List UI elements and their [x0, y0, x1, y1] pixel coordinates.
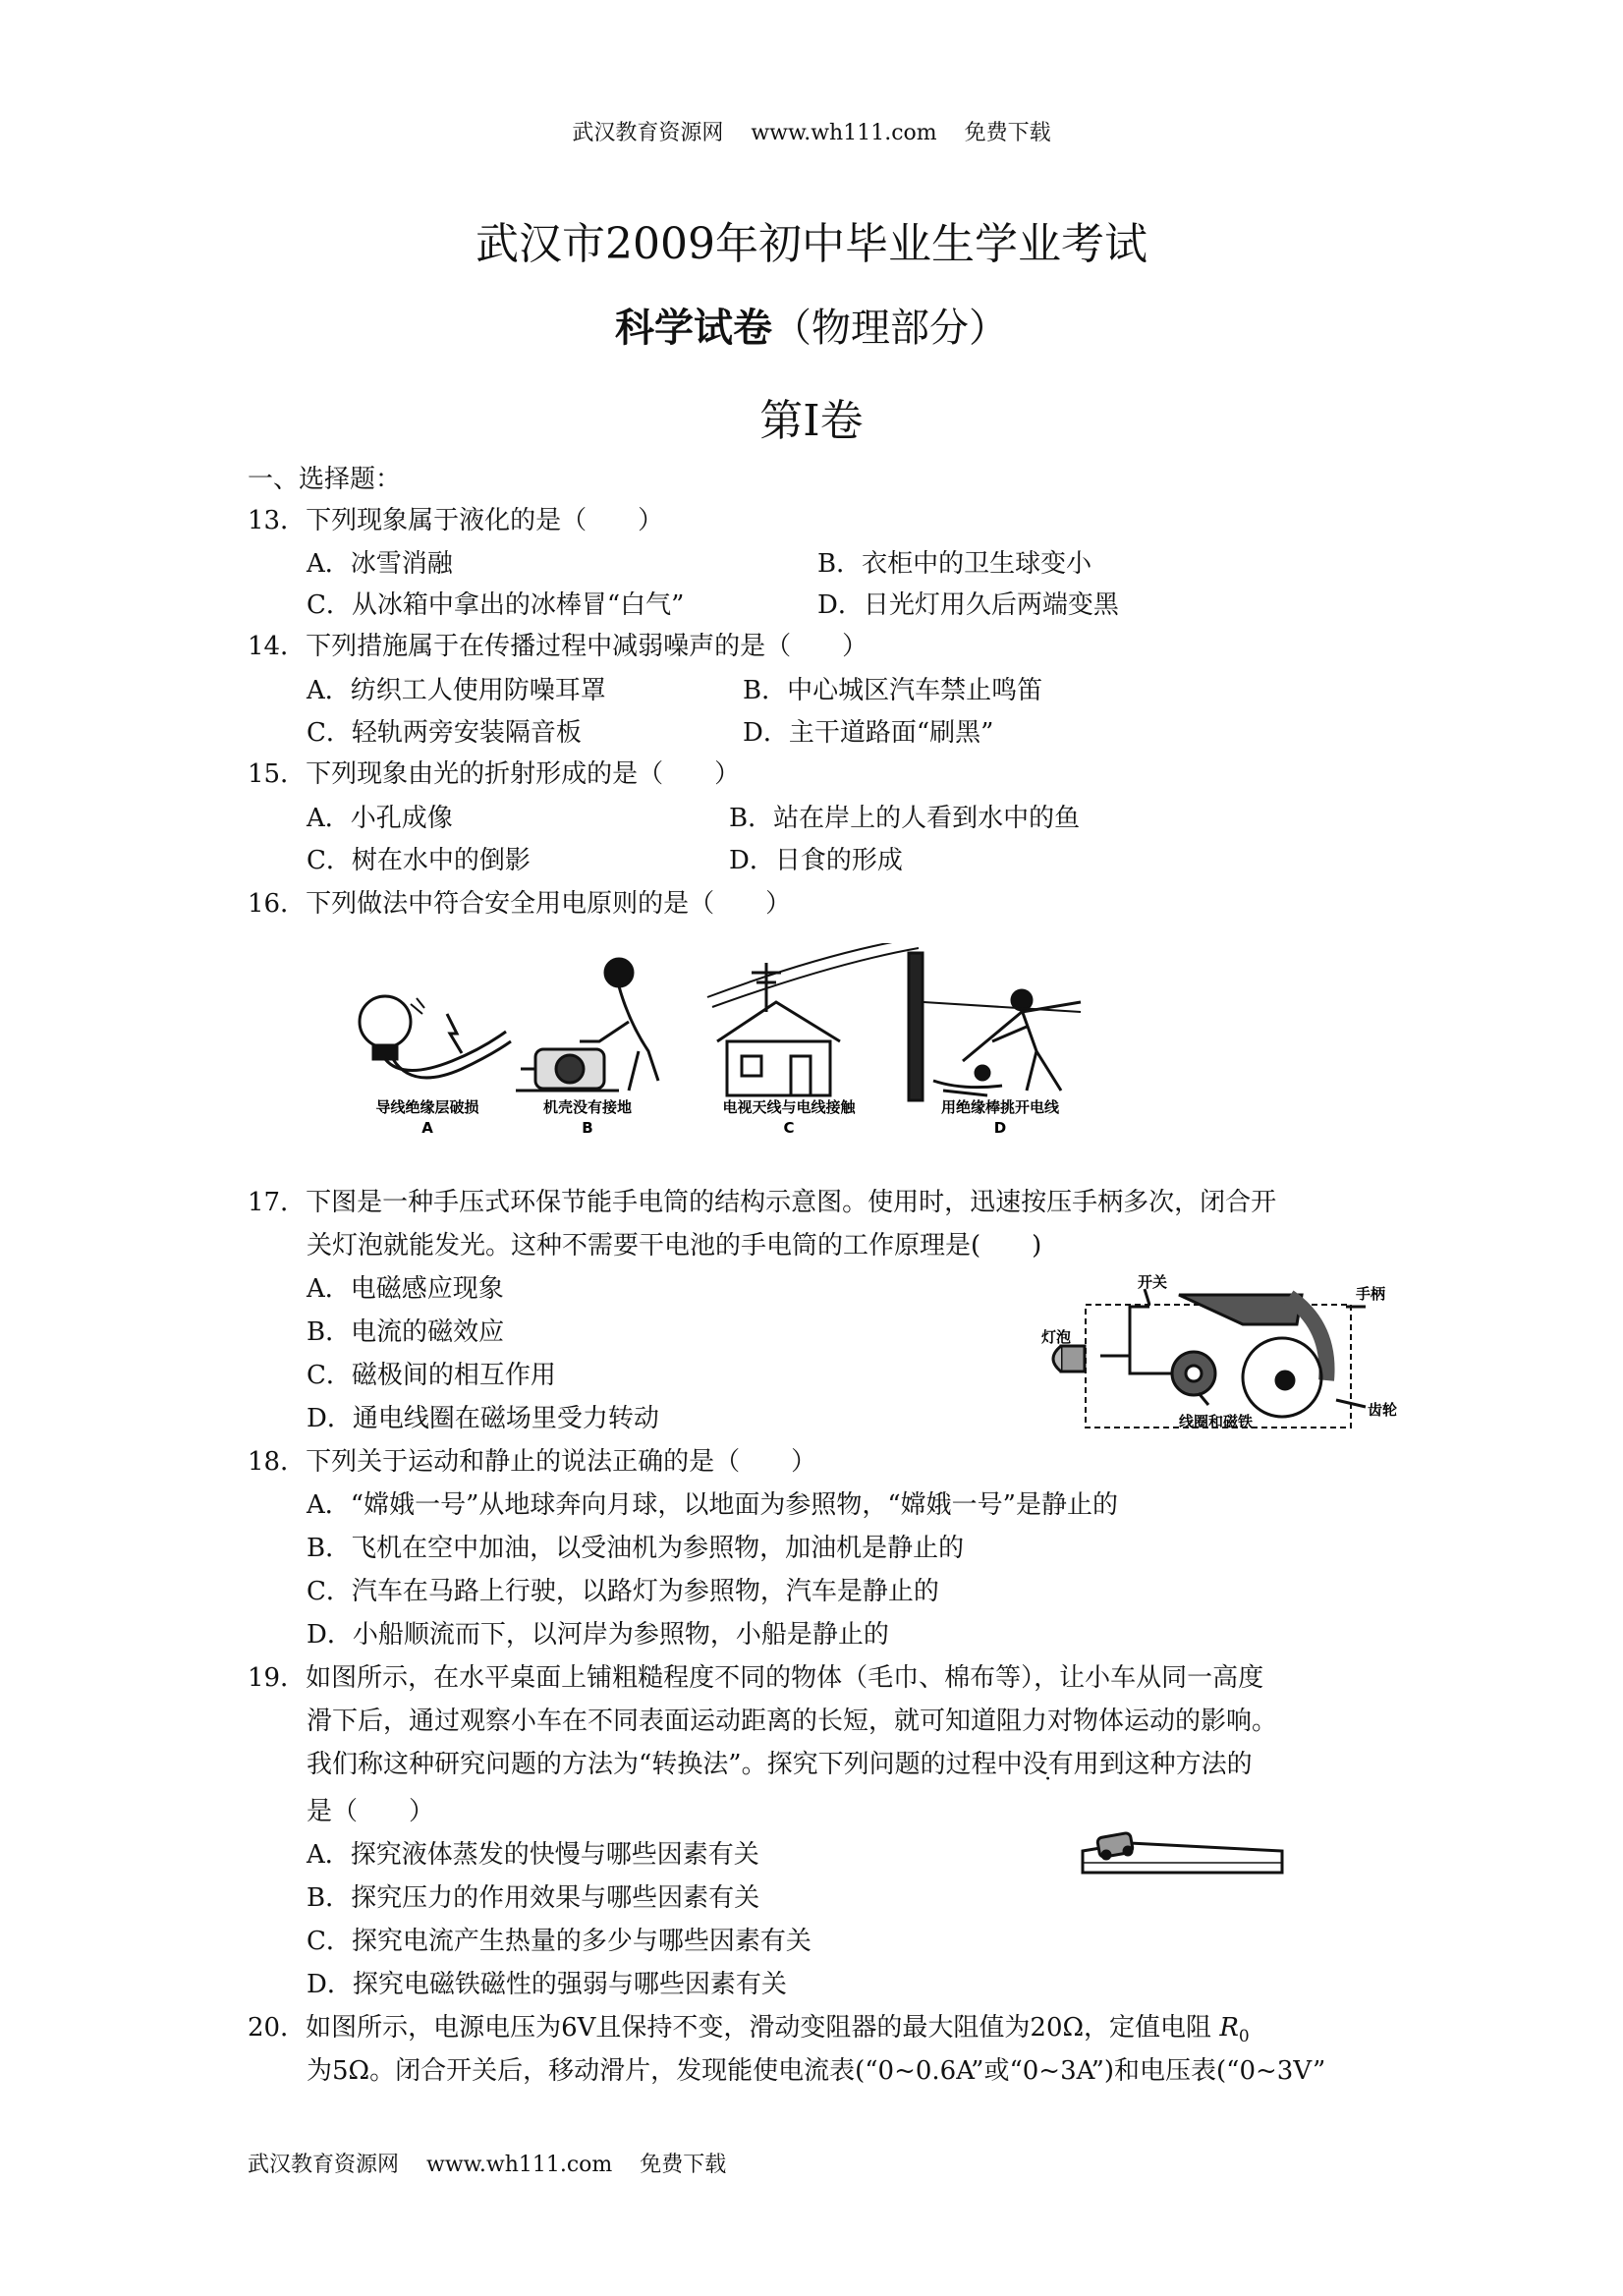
q15-option-d: D．日食的形成: [729, 846, 903, 875]
panel-b-illustration: [516, 959, 658, 1091]
exam-subtitle: [0, 297, 1623, 353]
q19-option-a: A．探究液体蒸发的快慢与哪些因素有关: [307, 1840, 759, 1870]
caption-b: 机壳没有接地: [542, 1098, 633, 1116]
q15-option-a: A．小孔成像: [307, 804, 453, 833]
caption-d: 用绝缘棒挑开电线: [940, 1098, 1060, 1116]
q17-line2: 关灯泡就能发光。这种不需要干电池的手电筒的工作原理是( ): [307, 1231, 1042, 1260]
q17-option-a: A．电磁感应现象: [307, 1274, 504, 1304]
q14-option-b: B．中心城区汽车禁止鸣笛: [743, 676, 1043, 705]
q19-option-c: C．探究电流产生热量的多少与哪些因素有关: [307, 1927, 812, 1956]
q19-line3-post: 用到这种方法的: [1073, 1750, 1253, 1779]
q18-option-a: A．“嫦娥一号”从地球奔向月球，以地面为参照物，“嫦娥一号”是静止的: [307, 1490, 1118, 1520]
q20-line1: [248, 2012, 1250, 2052]
q14-option-d: D．主干道路面“刷黑”: [743, 718, 994, 748]
footer-site: 武汉教育资源网: [248, 2153, 400, 2177]
q15-option-b: B．站在岸上的人看到水中的鱼: [729, 804, 1081, 833]
fig-label-switch: 开关: [1138, 1273, 1168, 1291]
page-header: [0, 116, 1623, 146]
letter-b: B: [582, 1119, 593, 1137]
q15-stem: 15．下列现象由光的折射形成的是（ ）: [248, 759, 741, 789]
panel-a-illustration: [360, 996, 511, 1078]
q13-stem: 13．下列现象属于液化的是（ ）: [248, 506, 664, 535]
footer-tag: 免费下载: [640, 2153, 727, 2177]
q13-option-b: B．衣柜中的卫生球变小: [817, 549, 1092, 579]
page-footer: [248, 2148, 726, 2178]
q19-ramp-figure: [1081, 1829, 1287, 1888]
q19-line4: 是（ ）: [307, 1797, 435, 1826]
q13-option-d: D．日光灯用久后两端变黑: [817, 590, 1119, 620]
q19-option-b: B．探究压力的作用效果与哪些因素有关: [307, 1883, 760, 1913]
q18-option-b: B．飞机在空中加油，以受油机为参照物，加油机是静止的: [307, 1534, 965, 1563]
exam-title: 武汉市2009年初中毕业生学业考试: [476, 219, 1147, 269]
q17-option-d: D．通电线圈在磁场里受力转动: [307, 1404, 659, 1433]
fig-label-gear: 齿轮: [1368, 1401, 1398, 1419]
letter-a: A: [421, 1119, 433, 1137]
header-tag: 免费下载: [964, 121, 1051, 145]
q13-option-c: C．从冰箱中拿出的冰棒冒“白气”: [307, 590, 685, 620]
fig-label-handle: 手柄: [1356, 1285, 1386, 1303]
q17-option-b: B．电流的磁效应: [307, 1317, 505, 1347]
q16-stem: 16．下列做法中符合安全用电原则的是（ ）: [248, 889, 792, 919]
q20-r0: R: [1219, 2013, 1239, 2043]
fig-label-coil: 线圈和磁铁: [1179, 1413, 1254, 1430]
q20-line1-text: 20．如图所示，电源电压为6V且保持不变，滑动变阻器的最大阻值为20Ω，定值电阻: [248, 2013, 1212, 2043]
q16-safety-figure: [334, 943, 1110, 1140]
q18-stem: 18．下列关于运动和静止的说法正确的是（ ）: [248, 1447, 817, 1477]
q17-option-c: C．磁极间的相互作用: [307, 1361, 556, 1390]
panel-c-illustration: [707, 943, 919, 1095]
fig-label-bulb: 灯泡: [1041, 1328, 1072, 1346]
q19-line3-pre: 我们称这种研究问题的方法为“转换法”。探究下列问题的过程中: [307, 1750, 1023, 1779]
q20-line2: 为5Ω。闭合开关后，移动滑片，发现能使电流表(“0~0.6A”或“0~3A”)和电压表(“0~3V”: [307, 2056, 1326, 2086]
q14-stem: 14．下列措施属于在传播过程中减弱噪声的是（ ）: [248, 632, 868, 661]
q20-r0-sub: 0: [1238, 2027, 1250, 2047]
q18-option-d: D．小船顺流而下，以河岸为参照物，小船是静止的: [307, 1620, 889, 1650]
footer-url[interactable]: www.wh111.com: [426, 2153, 613, 2177]
caption-a: 导线绝缘层破损: [375, 1098, 479, 1116]
q19-emphasis: 没有: [1022, 1750, 1074, 1779]
panel-d-illustration: [909, 953, 1081, 1100]
q19-line1: 19．如图所示，在水平桌面上铺粗糙程度不同的物体（毛巾、棉布等），让小车从同一高度: [248, 1663, 1264, 1693]
q14-option-a: A．纺织工人使用防噪耳罩: [307, 676, 606, 705]
q19-line2: 滑下后，通过观察小车在不同表面运动距离的长短，就可知道阻力对物体运动的影响。: [307, 1707, 1278, 1736]
q15-option-c: C．树在水中的倒影: [307, 846, 531, 875]
section-heading: 一、选择题：: [248, 465, 402, 494]
q17-flashlight-figure: [1032, 1267, 1405, 1439]
subtitle-rest: （物理部分）: [772, 306, 1008, 351]
q19-line3: [307, 1749, 1253, 1780]
letter-d: D: [993, 1119, 1007, 1137]
q14-option-c: C．轻轨两旁安装隔音板: [307, 718, 582, 748]
volume-title: 第Ⅰ卷: [759, 396, 864, 446]
q19-option-d: D．探究电磁铁磁性的强弱与哪些因素有关: [307, 1970, 787, 1999]
subtitle-bold: 科学试卷: [615, 305, 772, 351]
letter-c: C: [783, 1119, 795, 1137]
header-site: 武汉教育资源网: [572, 121, 724, 145]
q13-option-a: A．冰雪消融: [307, 549, 453, 579]
q18-option-c: C．汽车在马路上行驶，以路灯为参照物，汽车是静止的: [307, 1577, 939, 1606]
q17-line1: 17．下图是一种手压式环保节能手电筒的结构示意图。使用时，迅速按压手柄多次，闭合开: [248, 1188, 1277, 1217]
caption-c: 电视天线与电线接触: [722, 1098, 856, 1116]
header-url[interactable]: www.wh111.com: [751, 121, 937, 145]
